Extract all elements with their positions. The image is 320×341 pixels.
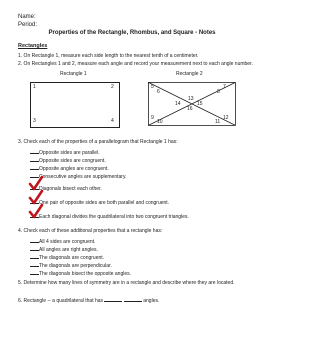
rectangle-1-figure [30,82,120,128]
name-label: Name: [18,14,36,20]
checklist-item[interactable]: Consecutive angles are supplementary. [30,173,126,180]
checklist-item[interactable]: Opposite sides are parallel. [30,149,100,156]
checklist-item[interactable]: All 4 sides are congruent. [30,238,95,245]
checklist-item[interactable]: Opposite angles are congruent. [30,165,109,172]
angle-label: 5 [151,84,154,90]
angle-label: 14 [175,101,181,107]
rectangle-2-label: Rectangle 2 [176,71,203,77]
page-title: Properties of the Rectangle, Rhombus, and Square - Notes [48,30,216,36]
angle-label: 1 [33,84,36,90]
checklist-item[interactable]: The diagonals bisect the opposite angles. [30,270,131,277]
angle-label: 6 [157,89,160,95]
angle-label: 15 [197,101,203,107]
check-mark-icon [29,204,43,218]
checklist-item[interactable]: Opposite sides are congruent. [30,157,106,164]
checklist-item[interactable]: One pair of opposite sides are both parallel and congruent. [30,199,169,206]
answer-blank[interactable] [104,297,122,302]
angle-label: 9 [151,115,154,121]
angle-label: 10 [157,119,163,125]
answer-blank[interactable] [124,297,142,302]
check-mark-icon [29,190,43,204]
check-mark-icon [29,176,43,190]
checklist-item[interactable]: The diagonals are congruent. [30,254,104,261]
angle-label: 2 [111,84,114,90]
question-4-prompt: 4. Check each of these additional properties that a rectangle has: [18,228,163,234]
section-heading-rectangles: Rectangles [18,43,48,49]
angle-label: 7 [223,84,226,90]
angle-label: 4 [111,118,114,124]
angle-label: 13 [188,96,194,102]
checklist-item[interactable]: All angles are right angles. [30,246,98,253]
question-6-prompt: 6. Rectangle -- a quadrilateral that has angles. [18,298,160,304]
checklist-item[interactable]: The diagonals are perpendicular. [30,262,112,269]
angle-label: 11 [215,119,221,125]
rectangle-1-label: Rectangle 1 [60,71,87,77]
period-label: Period: [18,22,38,28]
checklist-item[interactable]: Each diagonal divides the quadrilateral into two congruent triangles. [30,213,189,220]
question-5-prompt: 5. Determine how many lines of symmetry are in a rectangle and describe where they are located. [18,280,235,286]
angle-label: 16 [187,106,193,112]
question-3-prompt: 3. Check each of the properties of a parallelogram that Rectangle 1 has: [18,139,178,145]
angle-label: 8 [217,89,220,95]
instruction-2: 2. On Rectangles 1 and 2, measure each angle and record your measurement next to each angle number. [18,61,253,67]
checklist-item[interactable]: Diagonals bisect each other. [30,185,102,192]
instruction-1: 1. On Rectangle 1, measure each side length to the nearest tenth of a centimeter. [18,53,199,59]
angle-label: 12 [223,115,229,121]
angle-label: 3 [33,118,36,124]
